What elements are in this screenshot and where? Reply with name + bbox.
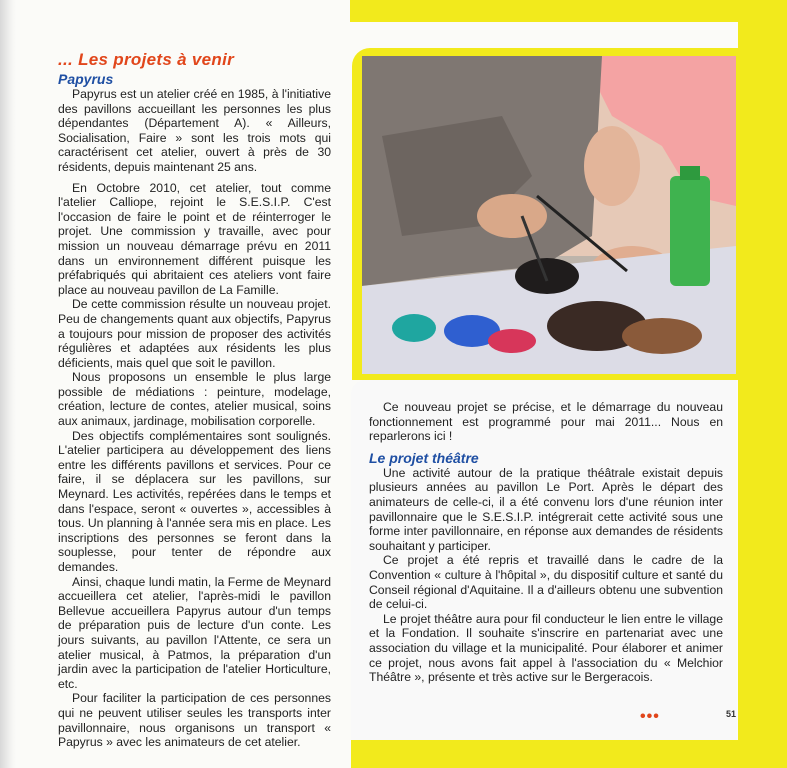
- left-column: [58, 50, 331, 750]
- right-column: [369, 400, 723, 685]
- theatre-paragraph-1: Une activité autour de la pratique théâtrale existait depuis plusieurs années au pavillon Le Port. Après le départ des animateurs de celle-ci, il a été convenu lors d'une réunion inter pavillonnaire que le S.E.S.I.P. intégrerait cette activité sous une forme inter pavillonnaire, en réponse aux demandes de résidents souhaitant y participer.: [369, 465, 723, 553]
- papyrus-paragraph-6: Ainsi, chaque lundi matin, la Ferme de Meynard accueillera cet atelier, l'après-midi le pavillon Bellevue accueillera Papyrus autour d'un temps de préparation puis de lecture d'un conte. Les jours suivants, au pavillon l'Attente, ce sera un atelier musical, à Patmos, la préparation d'un jardin avec la participation de l'atelier Horticulture, etc.: [58, 574, 331, 691]
- theatre-paragraph-2: Ce projet a été repris et travaillé dans le cadre de la Convention « culture à l'hôpital », du dispositif culture et santé du Conseil régional d'Aquitaine. Il a d'ailleurs obtenu une subvention de celui-ci.: [369, 553, 723, 612]
- papyrus-paragraph-4: Nous proposons un ensemble le plus large possible de médiations : peinture, modelage, création, lecture de contes, atelier musical, soins aux animaux, jardinage, mobilisation corporelle.: [58, 370, 331, 429]
- page-number: 51: [726, 709, 737, 719]
- yellow-bottom-band: [351, 740, 787, 768]
- section-title: ... Les projets à venir: [58, 50, 235, 69]
- papyrus-paragraph-1: Papyrus est un atelier créé en 1985, à l'initiative des pavillons accueillant les personnes les plus dépendantes (Département A). « Ailleurs, Socialisation, Faire » sont les trois mots qui caractérisent cet atelier, ouvert à près de 30 résidents, depuis maintenant 25 ans.: [58, 87, 331, 174]
- page-spine-shadow: [0, 0, 16, 768]
- papyrus-paragraph-2: En Octobre 2010, cet atelier, tout comme l'atelier Calliope, rejoint le S.E.S.I.P. C'est l'occasion de faire le point et de réinterroger le projet. Une commission y travaille, avec pour mission un nouveau démarrage prévu en 2011 dans un environnement différent puisque les préfabriqués qui abritaient ces ateliers vont faire place au nouveau pavillon de La Famille.: [58, 180, 331, 297]
- theatre-heading: Le projet théâtre: [369, 449, 479, 466]
- yellow-right-band: [738, 0, 787, 768]
- papyrus-continuation: Ce nouveau projet se précise, et le démarrage du nouveau fonctionnement est programmé pour mai 2011... Nous en reparlerons ici !: [369, 400, 723, 444]
- yellow-top-band: [350, 0, 740, 22]
- papyrus-heading: Papyrus: [58, 71, 114, 87]
- workshop-photo-illustration: [362, 56, 736, 374]
- papyrus-paragraph-7: Pour faciliter la participation de ces personnes qui ne peuvent utiliser seules les transports inter pavillonnaire, nous organisons un transport « Papyrus » avec les animateurs de cet atelier.: [58, 691, 331, 750]
- theatre-paragraph-3: Le projet théâtre aura pour fil conducteur le lien entre le village et la Fondation. Il souhaite s'inscrire en partenariat avec une association du village et la municipalité. Pour élaborer et animer ce projet, nous avons fait appel à l'association du « Melchior Théâtre », présente et très active sur le Bergeracois.: [369, 611, 723, 685]
- papyrus-paragraph-5: Des objectifs complémentaires sont soulignés. L'atelier participera au développement des liens entre les différents pavillons et services. Pour ce faire, il se déplacera sur les pavillons, sur Meynard. Les activités, repérées dans le temps et dans l'espace, seront « ouvertes », accessibles à tous. Un planning à l'année sera mis en place. Les inscriptions des personnes se feront dans la souplesse, pour tenter de répondre aux demandes.: [58, 428, 331, 574]
- workshop-photo: [362, 56, 736, 374]
- decorative-dots: •••: [640, 708, 660, 725]
- papyrus-paragraph-3: De cette commission résulte un nouveau projet. Peu de changements quant aux objectifs, Papyrus a toujours pour mission de proposer des activités régulières et adaptées aux résidents les plus déficients, mais quel que soit le pavillon.: [58, 297, 331, 370]
